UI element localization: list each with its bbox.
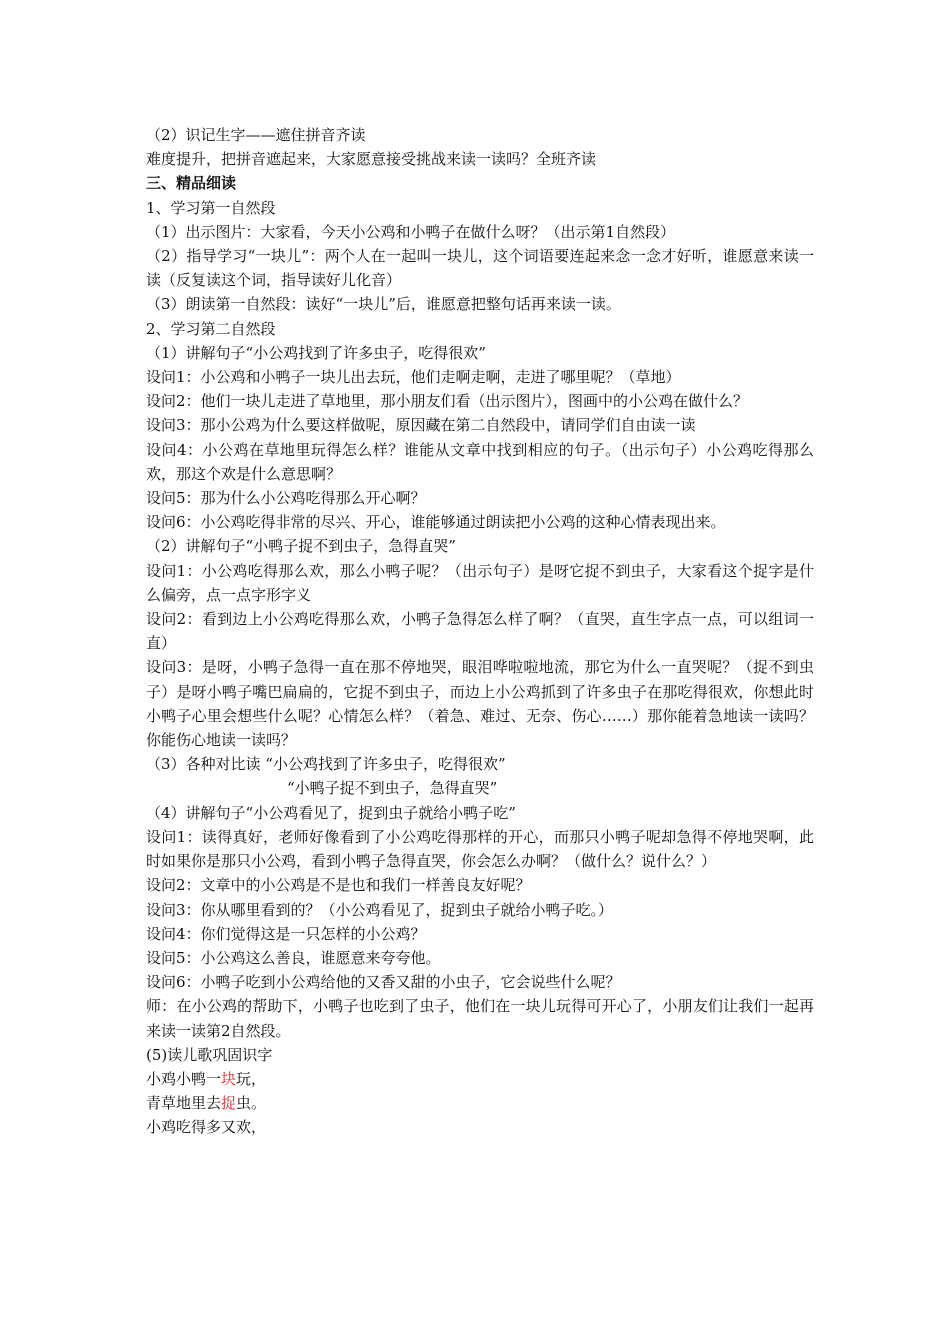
poem-line	[146, 1067, 814, 1091]
text-line: 2、学习第二自然段	[146, 319, 276, 338]
paragraph: 设问2：看到边上小公鸡吃得那么欢，小鸭子急得怎么样了啊？（直哭，直生字点一点，可以组词一直）	[146, 610, 814, 653]
text-line: （4）讲解句子“小公鸡看见了，捉到虫子就给小鸭子吃”	[146, 803, 516, 822]
paragraph: 师：在小公鸡的帮助下，小鸭子也吃到了虫子，他们在一块儿玩得可开心了，小朋友们让我们一起再来读一读第2自然段。	[146, 997, 814, 1040]
text-line: （2）识记生字——遮住拼音齐读	[146, 126, 366, 144]
text-line: 设问6：小公鸡吃得非常的尽兴、开心，谁能够通过朗读把小公鸡的这种心情表现出来。	[146, 513, 726, 532]
paragraph: 设问2：他们一块儿走进了草地里，那小朋友们看（出示图片），图画中的小公鸡在做什么？	[146, 392, 749, 411]
text-line: （3）各种对比读 “小公鸡找到了许多虫子，吃得很欢”	[146, 755, 506, 774]
poem-text: 青草地里去	[146, 1094, 222, 1113]
poem-text: 虫。	[236, 1094, 267, 1113]
document-page	[146, 123, 814, 1140]
poem-text: 玩，	[236, 1069, 267, 1088]
text-line: (5)读儿歌巩固识字	[146, 1045, 273, 1064]
highlighted-character: 块	[221, 1069, 237, 1088]
poem-line	[146, 1091, 814, 1115]
text-line: 设问3：你从哪里看到的？（小公鸡看见了，捉到虫子就给小鸭子吃。）	[146, 900, 614, 919]
text-line: 设问5：小公鸡这么善良，谁愿意来夸夸他。	[146, 948, 441, 967]
paragraph: （2）指导学习“一块儿”：两个人在一起叫一块儿，这个词语要连起来念一念才好听，谁愿意来读一读（反复读这个词，指导读好儿化音）	[146, 247, 814, 290]
text-line: 1、学习第一自然段	[146, 198, 276, 217]
text-line: “小鸭子捉不到虫子，急得直哭”	[287, 779, 498, 798]
poem-line	[146, 1115, 814, 1139]
text-line: （2）讲解句子“小鸭子捉不到虫子，急得直哭”	[146, 537, 456, 556]
text-line: 设问1：小公鸡和小鸭子一块儿出去玩，他们走啊走啊，走进了哪里呢？（草地）	[146, 368, 681, 387]
paragraph: 设问4：小公鸡在草地里玩得怎么样？谁能从文章中找到相应的句子。（出示句子）小公鸡吃得那么欢，那这个欢是什么意思啊？	[146, 440, 814, 483]
poem-text: 小鸡吃得多又欢，	[146, 1118, 267, 1137]
text-line: （3）朗读第一自然段：读好“一块儿”后，谁愿意把整句话再来读一读。	[146, 295, 621, 314]
paragraph: 设问1：读得真好，老师好像看到了小公鸡吃得那样的开心，而那只小鸭子呢却急得不停地哭啊，此时如果你是那只小公鸡，看到小鸭子急得直哭，你会怎么办啊？（做什么？说什么？）	[146, 827, 814, 871]
section-heading: 三、精品细读	[146, 174, 237, 193]
paragraph: 设问1：小公鸡吃得那么欢，那么小鸭子呢？（出示句子）是呀它捉不到虫子，大家看这个捉字是什么偏旁，点一点字形字义	[146, 561, 814, 604]
text-line: （1）出示图片：大家看，今天小公鸡和小鸭子在做什么呀？（出示第1自然段）	[146, 222, 676, 241]
text-line: 难度提升，把拼音遮起来，大家愿意接受挑战来读一读吗？全班齐读	[146, 150, 597, 169]
text-line: 设问2：文章中的小公鸡是不是也和我们一样善良友好呢？	[146, 876, 531, 895]
poem-text: 小鸡小鸭一	[146, 1069, 222, 1088]
text-line: 设问6：小鸭子吃到小公鸡给他的又香又甜的小虫子，它会说些什么呢？	[146, 973, 621, 992]
text-line: 设问3：那小公鸡为什么要这样做呢，原因藏在第二自然段中，请同学们自由读一读	[146, 416, 696, 435]
paragraph: 设问3：是呀，小鸭子急得一直在那不停地哭，眼泪哗啦啦地流，那它为什么一直哭呢？（捉不到虫子）是呀小鸭子嘴巴扁扁的，它捉不到虫子，而边上小公鸡抓到了许多虫子在那吃得很欢，你想此时小鸭子心里会想些什么呢？心情怎么样？（着急、难过、无奈、伤心……）那你能着急地读一读吗？你能伤心地读一读吗？	[146, 658, 814, 750]
highlighted-character: 捉	[221, 1094, 237, 1113]
text-line: 设问4：你们觉得这是一只怎样的小公鸡？	[146, 924, 426, 943]
text-line: （1）讲解句子“小公鸡找到了许多虫子，吃得很欢”	[146, 343, 486, 362]
text-line: 设问5：那为什么小公鸡吃得那么开心啊？	[146, 489, 426, 508]
